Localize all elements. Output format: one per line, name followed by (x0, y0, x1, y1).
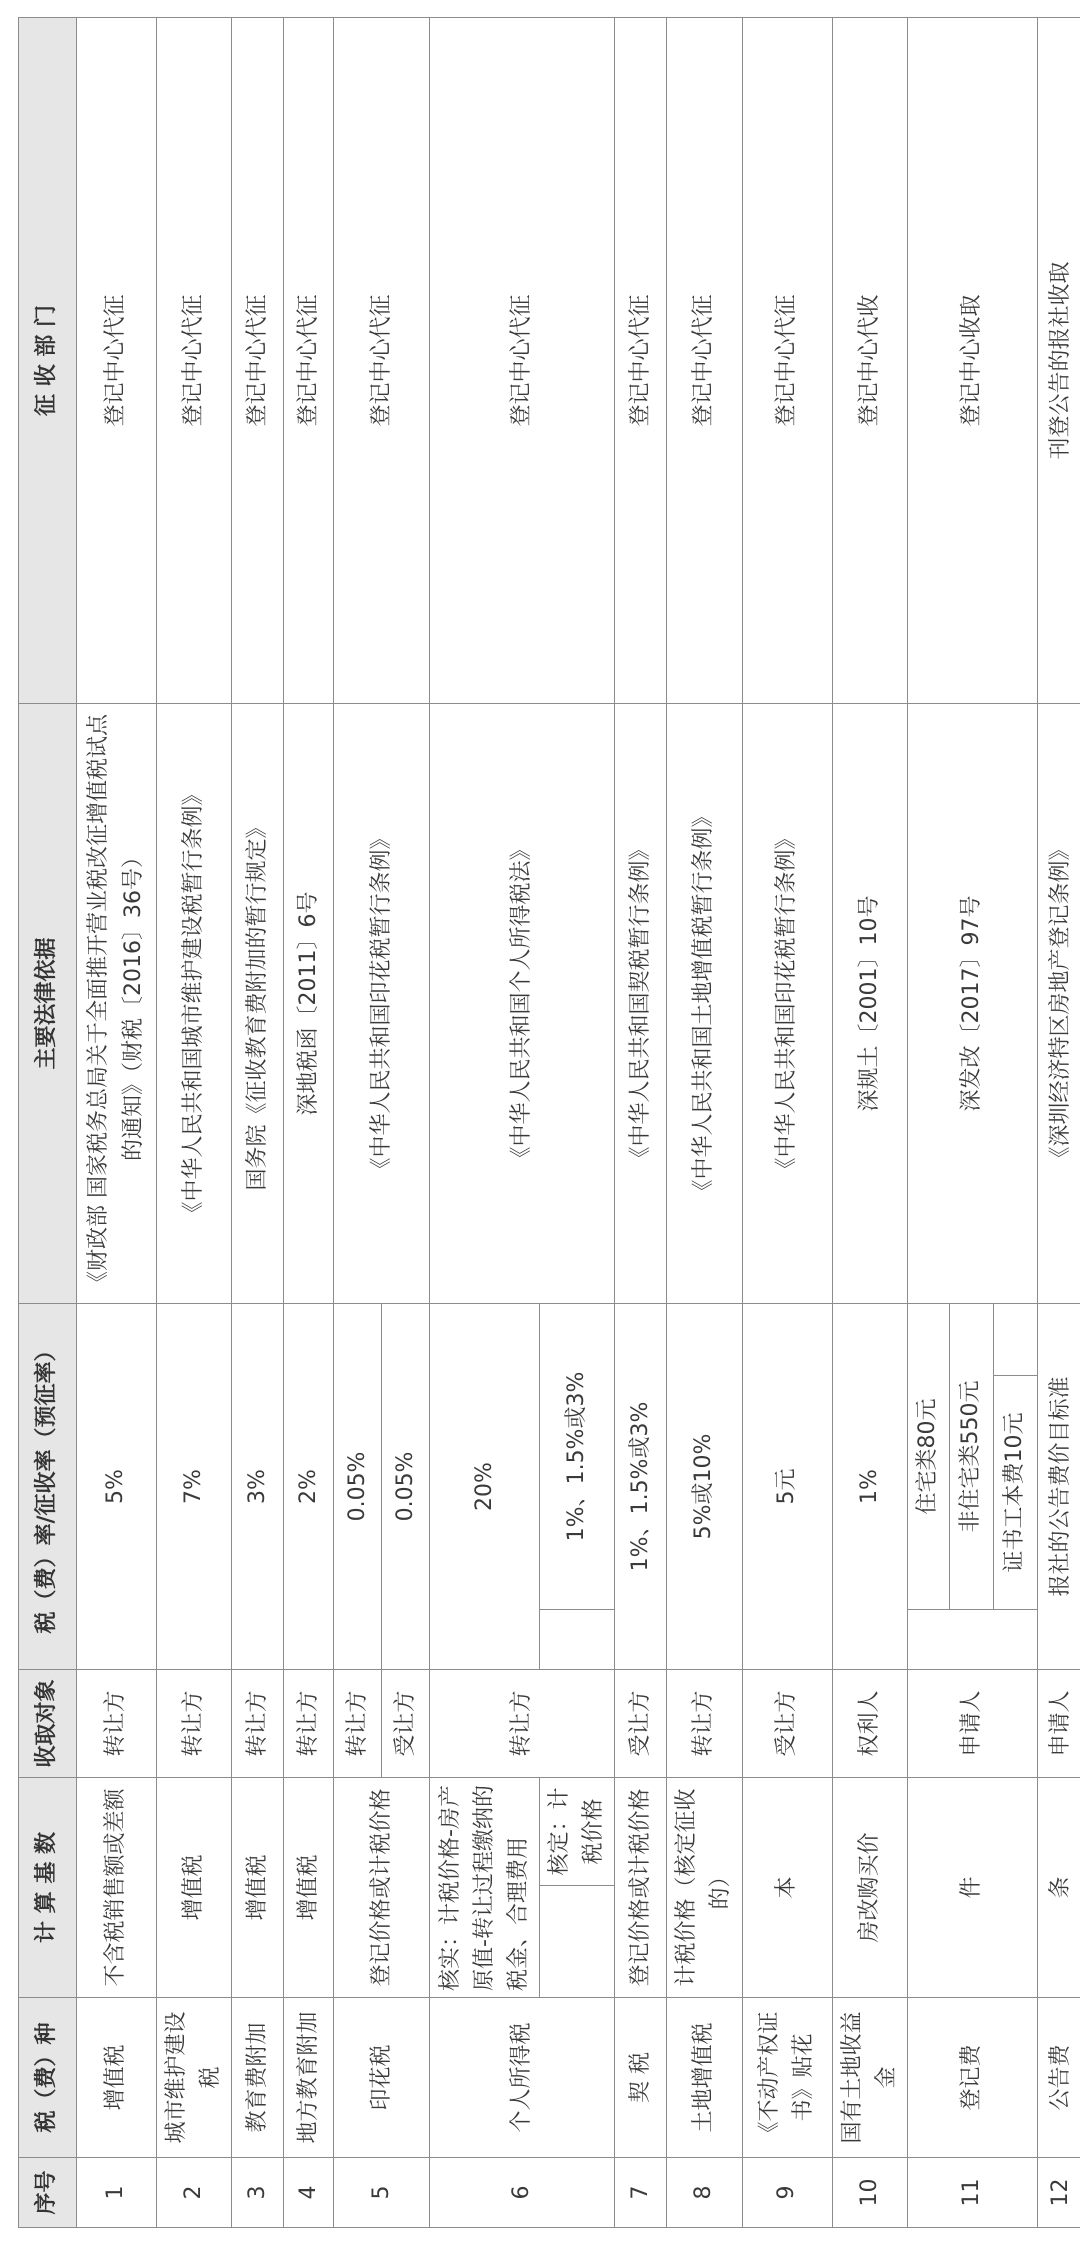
cell-law: 《中华人民共和国契税暂行条例》 (615, 703, 667, 1303)
cell-tax: 国有土地收益金 (832, 1998, 907, 2158)
cell-law: 《中华人民共和国个人所得税法》 (430, 703, 615, 1303)
cell-seq: 1 (77, 2158, 157, 2228)
cell-rate: 3% (232, 1303, 284, 1669)
cell-dept: 登记中心代征 (157, 17, 232, 703)
cell-tax: 契 税 (615, 1998, 667, 2158)
cell-law: 《深圳经济特区房地产登记条例》 (1037, 703, 1080, 1303)
cell-law: 《中华人民共和国城市维护建设税暂行条例》 (157, 703, 232, 1303)
cell-payer: 转让方 (77, 1669, 157, 1777)
table-row (667, 17, 742, 2227)
tax-fee-table (18, 17, 1080, 2228)
cell-seq: 12 (1037, 2158, 1080, 2228)
header-row (19, 17, 77, 2227)
table-row (157, 17, 232, 2227)
cell-payer: 转让方 (430, 1669, 615, 1777)
cell-base: 核定：计税价格 (540, 1777, 615, 1885)
cell-base: 不含税销售额或差额 (77, 1777, 157, 1997)
cell-dept: 登记中心代征 (742, 17, 832, 703)
cell-tax: 登记费 (907, 1998, 1037, 2158)
cell-law: 《中华人民共和国土地增值税暂行条例》 (667, 703, 742, 1303)
table-row (832, 17, 907, 2227)
cell-rate: 7% (157, 1303, 232, 1669)
cell-tax: 个人所得税 (430, 1998, 615, 2158)
cell-tax: 地方教育附加 (284, 1998, 334, 2158)
cell-tax: 公告费 (1037, 1998, 1080, 2158)
cell-payer: 转让方 (334, 1669, 382, 1777)
header-tax: 税（费）种 (19, 1998, 77, 2158)
cell-seq: 6 (430, 2158, 615, 2228)
cell-seq: 3 (232, 2158, 284, 2228)
cell-base: 登记价格或计税价格 (615, 1777, 667, 1997)
cell-base: 增值税 (157, 1777, 232, 1997)
header-payer: 收取对象 (19, 1669, 77, 1777)
cell-dept: 登记中心代征 (284, 17, 334, 703)
cell-law: 深规土〔2001〕10号 (832, 703, 907, 1303)
cell-law: 《中华人民共和国印花税暂行条例》 (334, 703, 430, 1303)
table-row (615, 17, 667, 2227)
cell-payer: 申请人 (1037, 1669, 1080, 1777)
cell-seq: 5 (334, 2158, 430, 2228)
cell-rate: 证书工本费10元 (993, 1375, 1037, 1609)
cell-dept: 刊登公告的报社收取 (1037, 17, 1080, 703)
cell-base: 条 (1037, 1777, 1080, 1997)
cell-rate: 1% (832, 1303, 907, 1669)
cell-tax: 增值税 (77, 1998, 157, 2158)
cell-payer: 受让方 (382, 1669, 430, 1777)
table-row (430, 17, 540, 2227)
cell-seq: 2 (157, 2158, 232, 2228)
cell-tax: 印花税 (334, 1998, 430, 2158)
cell-rate: 20% (430, 1303, 540, 1669)
cell-law: 深地税函〔2011〕6号 (284, 703, 334, 1303)
cell-base: 本 (742, 1777, 832, 1997)
cell-seq: 8 (667, 2158, 742, 2228)
cell-tax: 城市维护建设税 (157, 1998, 232, 2158)
cell-base: 核实：计税价格-房产原值-转让过程缴纳的税金、合理费用 (430, 1777, 540, 1997)
header-law: 主要法律依据 (19, 703, 77, 1303)
cell-seq: 10 (832, 2158, 907, 2228)
cell-rate: 2% (284, 1303, 334, 1669)
cell-dept: 登记中心代征 (667, 17, 742, 703)
cell-rate: 0.05% (382, 1303, 430, 1669)
cell-rate: 住宅类80元 (907, 1303, 949, 1609)
cell-tax: 《不动产权证书》贴花 (742, 1998, 832, 2158)
cell-rate: 1%、1.5%或3% (540, 1303, 615, 1609)
cell-payer: 申请人 (907, 1669, 1037, 1777)
header-seq: 序号 (19, 2158, 77, 2228)
cell-dept: 登记中心代征 (77, 17, 157, 703)
cell-payer: 受让方 (615, 1669, 667, 1777)
cell-base: 增值税 (232, 1777, 284, 1997)
table-row (334, 17, 382, 2227)
cell-seq: 7 (615, 2158, 667, 2228)
cell-seq: 11 (907, 2158, 1037, 2228)
cell-payer: 转让方 (232, 1669, 284, 1777)
cell-rate: 5% (77, 1303, 157, 1669)
cell-base: 计税价格（核定征收的） (667, 1777, 742, 1997)
cell-dept: 登记中心代收 (832, 17, 907, 703)
cell-base: 登记价格或计税价格 (334, 1777, 430, 1997)
cell-dept: 登记中心收取 (907, 17, 1037, 703)
header-base: 计 算 基 数 (19, 1777, 77, 1997)
table-row (907, 17, 949, 2227)
cell-seq: 9 (742, 2158, 832, 2228)
cell-law: 国务院《征收教育费附加的暂行规定》 (232, 703, 284, 1303)
cell-rate: 5%或10% (667, 1303, 742, 1669)
cell-dept: 登记中心代征 (232, 17, 284, 703)
cell-rate: 0.05% (334, 1303, 382, 1669)
table-row (284, 17, 334, 2227)
cell-dept: 登记中心代征 (615, 17, 667, 703)
cell-payer: 受让方 (742, 1669, 832, 1777)
table-row (232, 17, 284, 2227)
cell-payer: 权利人 (832, 1669, 907, 1777)
cell-base: 件 (907, 1777, 1037, 1997)
cell-rate: 5元 (742, 1303, 832, 1669)
cell-rate: 非住宅类550元 (949, 1303, 993, 1609)
table-row (1037, 17, 1080, 2227)
cell-payer: 转让方 (157, 1669, 232, 1777)
cell-payer: 转让方 (284, 1669, 334, 1777)
cell-rate: 1%、1.5%或3% (615, 1303, 667, 1669)
cell-tax: 土地增值税 (667, 1998, 742, 2158)
table-row (77, 17, 157, 2227)
cell-law: 《中华人民共和国印花税暂行条例》 (742, 703, 832, 1303)
table-row (742, 17, 832, 2227)
header-rate: 税（费）率/征收率（预征率） (19, 1303, 77, 1669)
cell-tax: 教育费附加 (232, 1998, 284, 2158)
cell-dept: 登记中心代征 (334, 17, 430, 703)
cell-payer: 转让方 (667, 1669, 742, 1777)
cell-law: 《财政部 国家税务总局关于全面推开营业税改征增值税试点的通知》（财税〔2016〕36号） (77, 703, 157, 1303)
cell-rate: 报社的公告费价目标准 (1037, 1303, 1080, 1669)
cell-base: 增值税 (284, 1777, 334, 1997)
cell-law: 深发改〔2017〕97号 (907, 703, 1037, 1303)
header-dept: 征 收 部 门 (19, 17, 77, 703)
cell-seq: 4 (284, 2158, 334, 2228)
cell-dept: 登记中心代征 (430, 17, 615, 703)
cell-base: 房改购买价 (832, 1777, 907, 1997)
